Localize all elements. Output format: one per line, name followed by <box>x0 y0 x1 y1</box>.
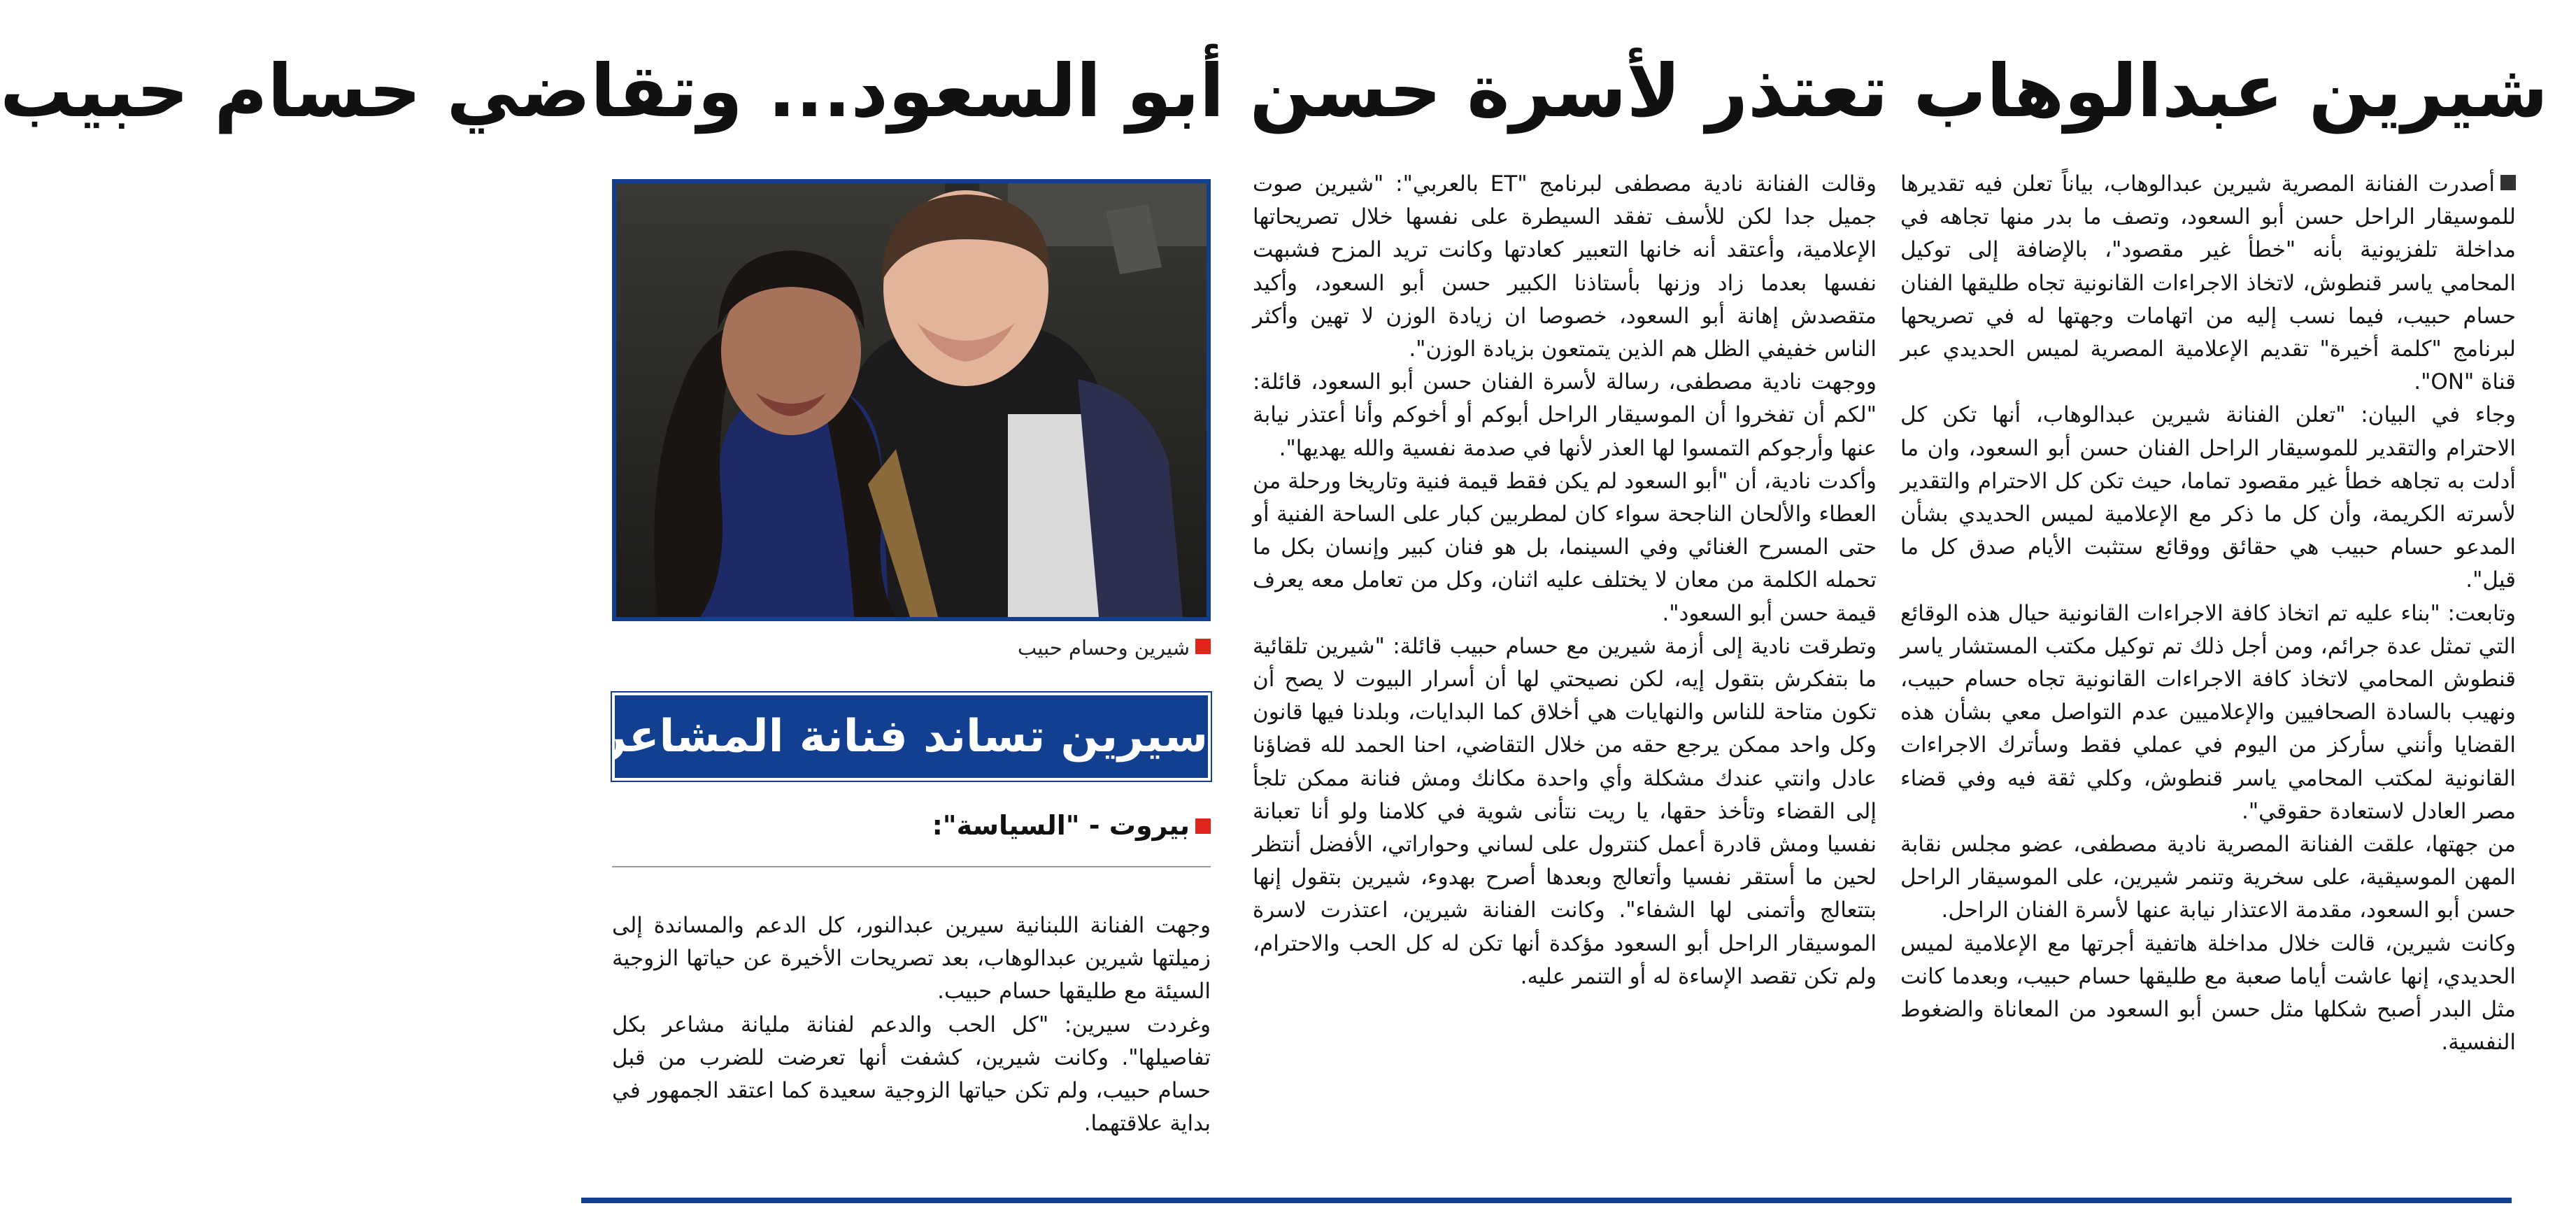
article-column-middle <box>1253 168 1877 1168</box>
bullet-square-icon <box>2500 175 2516 190</box>
sidebar-column <box>612 909 1211 1168</box>
headline: شيرين عبدالوهاب تعتذر لأسرة حسن أبو السعود... وتقاضي حسام حبيب <box>0 48 2548 134</box>
article-paragraph: وكانت شيرين، قالت خلال مداخلة هاتفية أجرتها مع الإعلامية لميس الحديدي، إنها عاشت أياما صعبة مع طليقها حسام حبيب، وبعدما كانت مثل البدر أصبح شكلها مثل حسن أبو السعود من المعاناة والضغوط النفسية. <box>1900 930 2516 1056</box>
article-paragraph: ووجهت نادية مصطفى، رسالة لأسرة الفنان حسن أبو السعود، قائلة: "لكم أن تفخروا أن الموسيقار الراحل أبوكم أو أخوكم وأنا أعتذر نيابة عنها وأرجوكم التمسوا لها العذر لأنها في صدمة نفسية والله يهديها". <box>1253 369 1877 461</box>
divider <box>612 866 1211 867</box>
dateline-text: بيروت - "السياسة": <box>932 810 1190 841</box>
photo-caption <box>612 634 1211 662</box>
sidebar-banner <box>601 693 1211 781</box>
article-paragraph: وجاء في البيان: "تعلن الفنانة شيرين عبدالوهاب، أنها تكن كل الاحترام والتقدير للموسيقار الراحل الفنان حسن أبو السعود، وان ما أدلت به تجاهه خطأ غير مقصود تماما، حيث تكن كل الاحترام والتقدير لأسرته الكريمة، وأن كل ما ذكر مع الإعلامية لميس الحديدي بشأن المدعو حسام حبيب هي حقائق ووقائع ستثبت الأيام صدق كل ما قيل". <box>1900 402 2516 593</box>
article-paragraph: وتطرقت نادية إلى أزمة شيرين مع حسام حبيب قائلة: "شيرين تلقائية ما بتفكرش بتقول إيه، لكن نصيحتي لها أن أسرار البيوت لا يصح أن تكون متاحة للناس والنهايات هي أخلاق كما البدايات، وبلدنا فيها قانون وكل واحد ممكن يرجع حقه من خلال التقاضي، احنا الحمد لله قضاؤنا عادل وانتي عندك مشكلة وأي واحدة مكانك ومش فنانة ممكن تلجأ إلى القضاء وتأخذ حقها، يا ريت نتأنى شوية في كلامنا ولو أنا تعبانة نفسيا ومش قادرة أعمل كنترول على لساني وحواراتي، الأفضل أنتظر لحين ما أستقر نفسيا وأتعالج وبعدها أصرح بهدوء، شيرين بتقول إنها بتتعالج وأتمنى لها الشفاء". وكانت الفنانة شيرين، اعتذرت لاسرة الموسيقار الراحل أبو السعود مؤكدة أنها تكن له كل الحب والاحترام، ولم تكن تقصد الإساءة له أو التنمر عليه. <box>1253 633 1877 989</box>
sidebar-paragraph: وغردت سيرين: "كل الحب والدعم لفنانة مليانة مشاعر بكل تفاصيلها". وكانت شيرين، كشفت أنها تعرضت للضرب من قبل حسام حبيب، ولم تكن حياتها الزوجية سعيدة كما اعتقد الجمهور في بداية علاقتهما. <box>612 1012 1211 1137</box>
sidebar-paragraph: وجهت الفنانة اللبنانية سيرين عبدالنور، كل الدعم والمساندة إلى زميلتها شيرين عبدالوهاب، بعد تصريحات الأخيرة عن حياتها الزوجية السيئة مع طليقها حسام حبيب. <box>612 913 1211 1005</box>
article-column-right <box>1900 168 2516 1168</box>
article-paragraph: من جهتها، علقت الفنانة المصرية نادية مصطفى، عضو مجلس نقابة المهن الموسيقية، على سخرية وتنمر شيرين، على الموسيقار الراحل حسن أبو السعود، مقدمة الاعتذار نيابة عنها لأسرة الفنان الراحل. <box>1900 832 2516 923</box>
article-paragraph <box>1900 168 2516 399</box>
article-paragraph: وقالت الفنانة نادية مصطفى لبرنامج "ET بالعربي": "شيرين صوت جميل جدا لكن للأسف تفقد السيطرة على نفسها خلال تصريحاتها الإعلامية، وأعتقد أنه خانها التعبير كعادتها وكانت تريد المزح فشبهت نفسها بعدما زاد وزنها بأستاذنا الكبير حسن أبو السعود، وأكيد متقصدش إهانة أبو السعود، خصوصا ان زيادة الوزن لا تهين وأكثر الناس خفيفي الظل هم الذين يتمتعون بزيادة الوزن". <box>1253 171 1877 362</box>
sidebar-banner-title: سيرين تساند فنانة المشاعر <box>601 711 1208 762</box>
photo-illustration <box>616 183 1207 617</box>
article-paragraph-text: أصدرت الفنانة المصرية شيرين عبدالوهاب، بياناً تعلن فيه تقديرها للموسيقار الراحل حسن أبو السعود، وتصف ما بدر منها تجاهه في مداخلة تلفزيونية بأنه "خطأ غير مقصود"، بالإضافة إلى توكيل المحامي ياسر قنطوش، لاتخاذ الاجراءات القانونية تجاه طليقها الفنان حسام حبيب، فيما نسب إليه من اتهامات وجهتها له في تصريحها لبرنامج "كلمة أخيرة" تقديم الإعلامية المصرية لميس الحديدي عبر قناة "ON". <box>1900 171 2516 395</box>
article-paragraph: وتابعت: "بناء عليه تم اتخاذ كافة الاجراءات القانونية حيال هذه الوقائع التي تمثل عدة جرائم، ومن أجل ذلك تم توكيل مكتب المستشار ياسر قنطوش المحامي لاتخاذ كافة الاجراءات القانونية تجاه حسام حبيب، ونهيب بالسادة الصحافيين والإعلاميين عدم التواصل معي بشأن هذه القضايا وأنني سأركز من اليوم في عملي فقط وسأترك الاجراءات القانونية لمكتب المحامي ياسر قنطوش، وكلي ثقة فيه وفي قضاء مصر العادل لاستعادة حقوقي". <box>1900 600 2516 824</box>
bottom-divider <box>581 1198 2512 1203</box>
photo-caption-text: شيرين وحسام حبيب <box>1017 636 1190 660</box>
bullet-square-icon <box>1195 639 1211 654</box>
article-photo <box>612 179 1211 621</box>
dateline <box>612 806 1211 845</box>
article-paragraph: وأكدت نادية، أن "أبو السعود لم يكن فقط قيمة فنية وتاريخا ورحلة من العطاء والألحان الناجحة سواء كان لمطربين كبار على الساحة الفنية أو حتى المسرح الغنائي وفي السينما، بل هو فنان كبير وإنسان بكل ما تحمله الكلمة من معان لا يختلف عليه اثنان، وكل من تعامل معه يعرف قيمة حسن أبو السعود". <box>1253 468 1877 626</box>
bullet-square-icon <box>1195 818 1211 834</box>
